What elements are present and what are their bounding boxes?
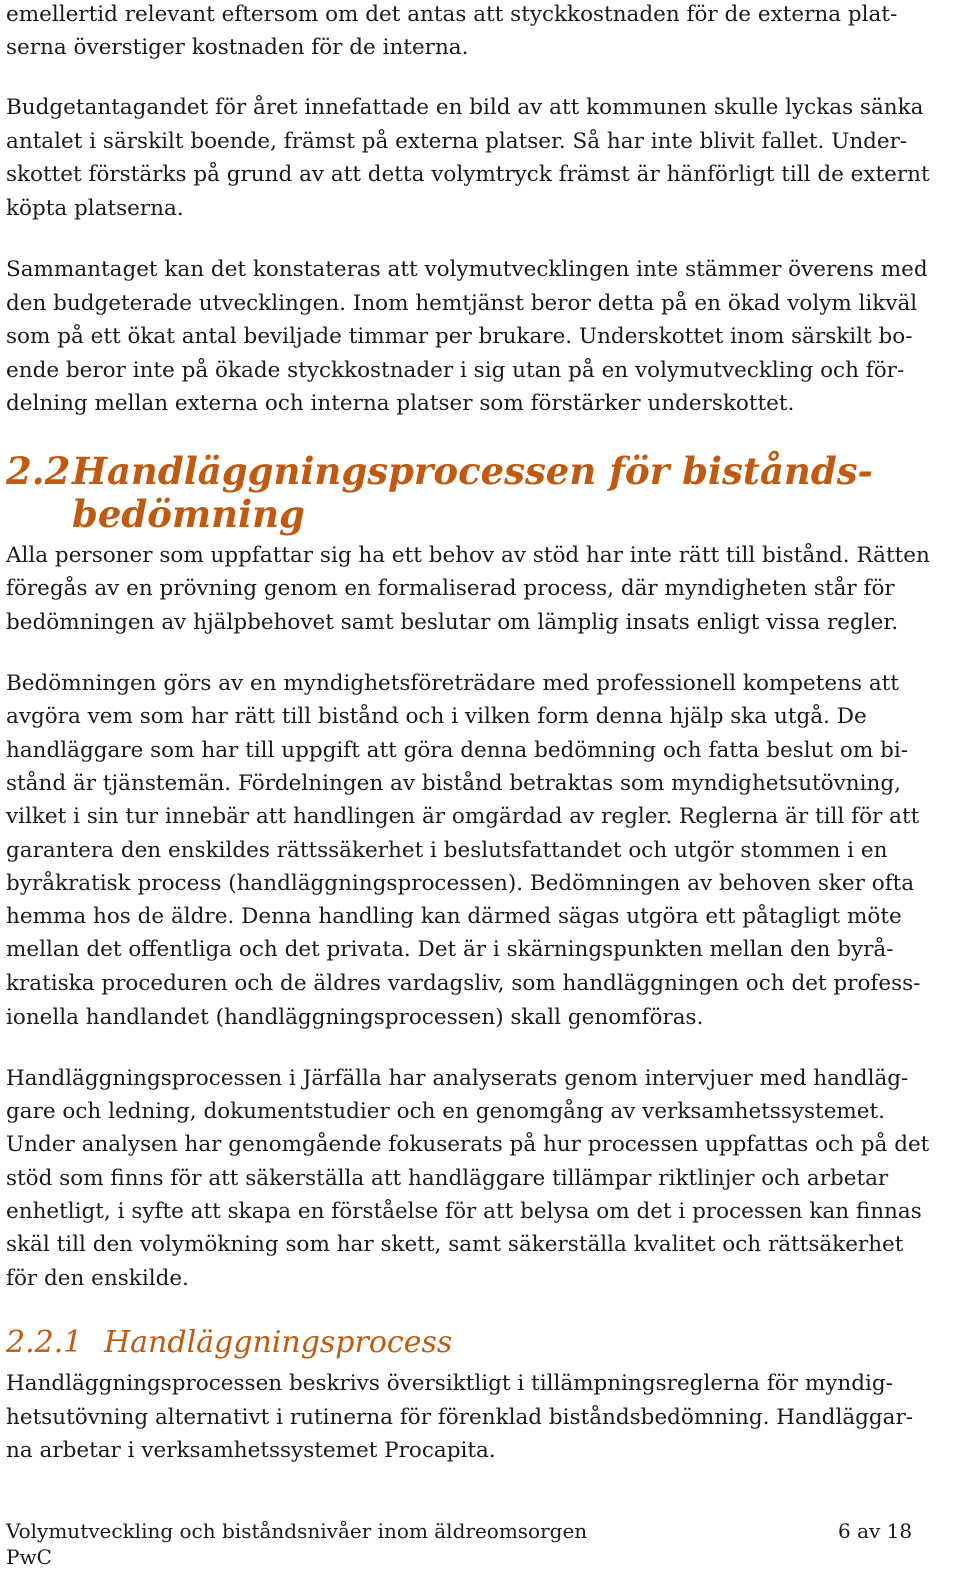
section-heading-line [6, 492, 305, 536]
text-line: skäl till den volymökning som har skett, samt säkerställa kvalitet och rättsäkerhet [6, 1232, 904, 1257]
text-line: Handläggningsprocessen i Järfälla har analyserats genom intervjuer med handläg- [6, 1066, 909, 1091]
text-line: stöd som finns för att säkerställa att handläggare tillämpar riktlinjer och arbetar [6, 1166, 889, 1191]
text-line: kratiska proceduren och de äldres vardagsliv, som handläggningen och det profess- [6, 971, 921, 996]
text-line: avgöra vem som har rätt till bistånd och i vilken form denna hjälp ska utgå. De [6, 704, 867, 729]
text-line: serna överstiger kostnaden för de interna. [6, 35, 469, 60]
text-line: bedömningen av hjälpbehovet samt beslutar om lämplig insats enligt vissa regler. [6, 610, 899, 635]
subsection-title: Handläggningsprocess [104, 1325, 453, 1360]
text-line: Handläggningsprocessen beskrivs översiktligt i tillämpningsreglerna för myndig- [6, 1371, 893, 1396]
text-line: föregås av en prövning genom en formaliserad process, där myndigheten står för [6, 576, 895, 601]
subsection-number: 2.2.1 [6, 1325, 83, 1360]
text-line: hemma hos de äldre. Denna handling kan därmed sägas utgöra ett påtagligt möte [6, 904, 902, 929]
text-line: Budgetantagandet för året innefattade en bild av att kommunen skulle lyckas sänka [6, 95, 924, 120]
text-line: delning mellan externa och interna platser som förstärker underskottet. [6, 391, 795, 416]
text-line: Alla personer som uppfattar sig ha ett behov av stöd har inte rätt till bistånd. Rätten [6, 543, 930, 568]
section-number: 2.2 [6, 449, 71, 493]
text-line: Bedömningen görs av en myndighetsföreträdare med professionell kompetens att [6, 671, 899, 696]
text-line: vilket i sin tur innebär att handlingen är omgärdad av regler. Reglerna är till för att [6, 804, 920, 829]
section-heading-line [6, 449, 873, 493]
text-line: köpta platserna. [6, 196, 184, 221]
text-line: enhetligt, i syfte att skapa en förståelse för att belysa om det i processen kan finnas [6, 1199, 922, 1224]
text-line: antalet i särskilt boende, främst på externa platser. Så har inte blivit fallet. Under- [6, 129, 908, 154]
text-line: gare och ledning, dokumentstudier och en genomgång av verksamhetssystemet. [6, 1099, 886, 1124]
text-line: ionella handlandet (handläggningsprocessen) skall genomföras. [6, 1005, 704, 1030]
subsection-heading-2-2-1 [6, 1325, 453, 1360]
section-title-continuation: bedömning [72, 492, 305, 536]
text-line: skottet förstärks på grund av att detta volymtryck främst är hänförligt till de externt [6, 162, 930, 187]
footer-document-title: Volymutveckling och biståndsnivåer inom äldreomsorgen [6, 1519, 588, 1543]
text-line: stånd är tjänstemän. Fördelningen av bistånd betraktas som myndighetsutövning, [6, 771, 901, 796]
text-line: na arbetar i verksamhetssystemet Procapita. [6, 1438, 496, 1463]
text-line: den budgeterade utvecklingen. Inom hemtjänst beror detta på en ökad volym likväl [6, 291, 918, 316]
text-line: ende beror inte på ökade styckkostnader i sig utan på en volymutveckling och för- [6, 358, 905, 383]
footer-company: PwC [6, 1545, 52, 1569]
section-title: Handläggningsprocessen för bistånds- [72, 449, 873, 493]
text-line: mellan det offentliga och det privata. Det är i skärningspunkten mellan den byrå- [6, 937, 894, 962]
text-line: Sammantaget kan det konstateras att volymutvecklingen inte stämmer överens med [6, 257, 928, 282]
text-line: emellertid relevant eftersom om det antas att styckkostnaden för de externa plat- [6, 2, 898, 27]
text-line: för den enskilde. [6, 1266, 189, 1291]
text-line: handläggare som har till uppgift att göra denna bedömning och fatta beslut om bi- [6, 738, 908, 763]
text-line: byråkratisk process (handläggningsprocessen). Bedömningen av behoven sker ofta [6, 871, 915, 896]
text-line: Under analysen har genomgående fokuserats på hur processen uppfattas och på det [6, 1132, 930, 1157]
page-number: 6 av 18 [838, 1519, 913, 1543]
text-line: garantera den enskildes rättssäkerhet i beslutsfattandet och utgör stommen i en [6, 838, 888, 863]
text-line: som på ett ökat antal beviljade timmar per brukare. Underskottet inom särskilt bo- [6, 324, 913, 349]
text-line: hetsutövning alternativt i rutinerna för förenklad biståndsbedömning. Handläggar- [6, 1405, 914, 1430]
